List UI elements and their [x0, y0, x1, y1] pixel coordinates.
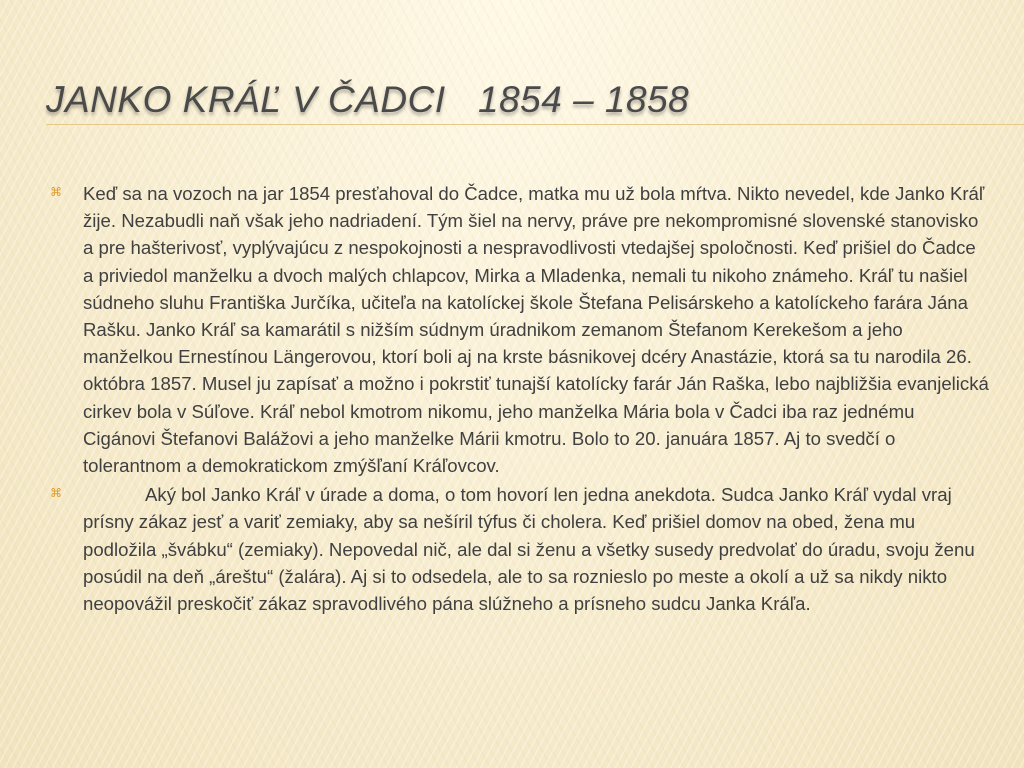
x-mark-icon: ⌘ [50, 486, 62, 501]
slide-title: JANKO KRÁĽ V ČADCI 1854 – 1858 [46, 79, 690, 120]
bullet-paragraph: Keď sa na vozoch na jar 1854 presťahoval do Čadce, matka mu už bola mŕtva. Nikto nevedel, kde Janko Kráľ žije. Nezabudli naň však jeho nadriadení. Tým šiel na nervy, práve pre nekompromisné slovenské stanovisko a pre hašterivosť, vyplývajúcu z nespokojnosti a nespravodlivosti vtedajšej spoločnosti. Keď prišiel do Čadce a priviedol manželku a dvoch malých chlapcov, Mirka a Mladenka, nemali tu nikoho známeho. Kráľ tu našiel súdneho sluhu Františka Jurčíka, učiteľa na katolíckej škole Štefana Pelisárskeho a katolíckeho farára Jána Rašku. Janko Kráľ sa kamarátil s nižším súdnym úradnikom zemanom Štefanom Kerekešom a jeho manželkou Ernestínou Längerovou, ktorí boli aj na krste básnikovej dcéry Anastázie, ktorá sa tu narodila 26. októbra 1857. Musel ju zapísať a možno i pokrstiť tunajší katolícky farár Ján Raška, lebo najbližšia evanjelická cirkev bola v Súľove. Kráľ nebol kmotrom nikomu, jeho manželka Mária bola v Čadci iba raz jednému Cigánovi Štefanovi Balážovi a jeho manželke Márii kmotru. Bolo to 20. januára 1857. Aj to svedčí o tolerantnom a demokratickom zmýšľaní Kráľovcov. [83, 183, 989, 477]
title-divider [46, 124, 1024, 125]
bullet-item [50, 180, 990, 479]
bullet-item [50, 481, 990, 617]
slide-body [50, 180, 990, 619]
bullet-paragraph: Aký bol Janko Kráľ v úrade a doma, o tom hovorí len jedna anekdota. Sudca Janko Kráľ vydal vraj prísny zákaz jesť a variť zemiaky, aby sa nešíril týfus či cholera. Keď prišiel domov na obed, žena mu podložila „švábku“ (zemiaky). Nepovedal nič, ale dal si ženu a všetky susedy predvolať do úradu, svoju ženu posúdil na deň „áreštu“ (žalára). Aj si to odsedela, ale to sa roznieslo po meste a okolí a už sa nikdy nikto neopovážil preskočiť zákaz spravodlivého pána slúžneho a prísneho sudcu Janka Kráľa. [83, 484, 975, 615]
x-mark-icon: ⌘ [50, 185, 62, 199]
